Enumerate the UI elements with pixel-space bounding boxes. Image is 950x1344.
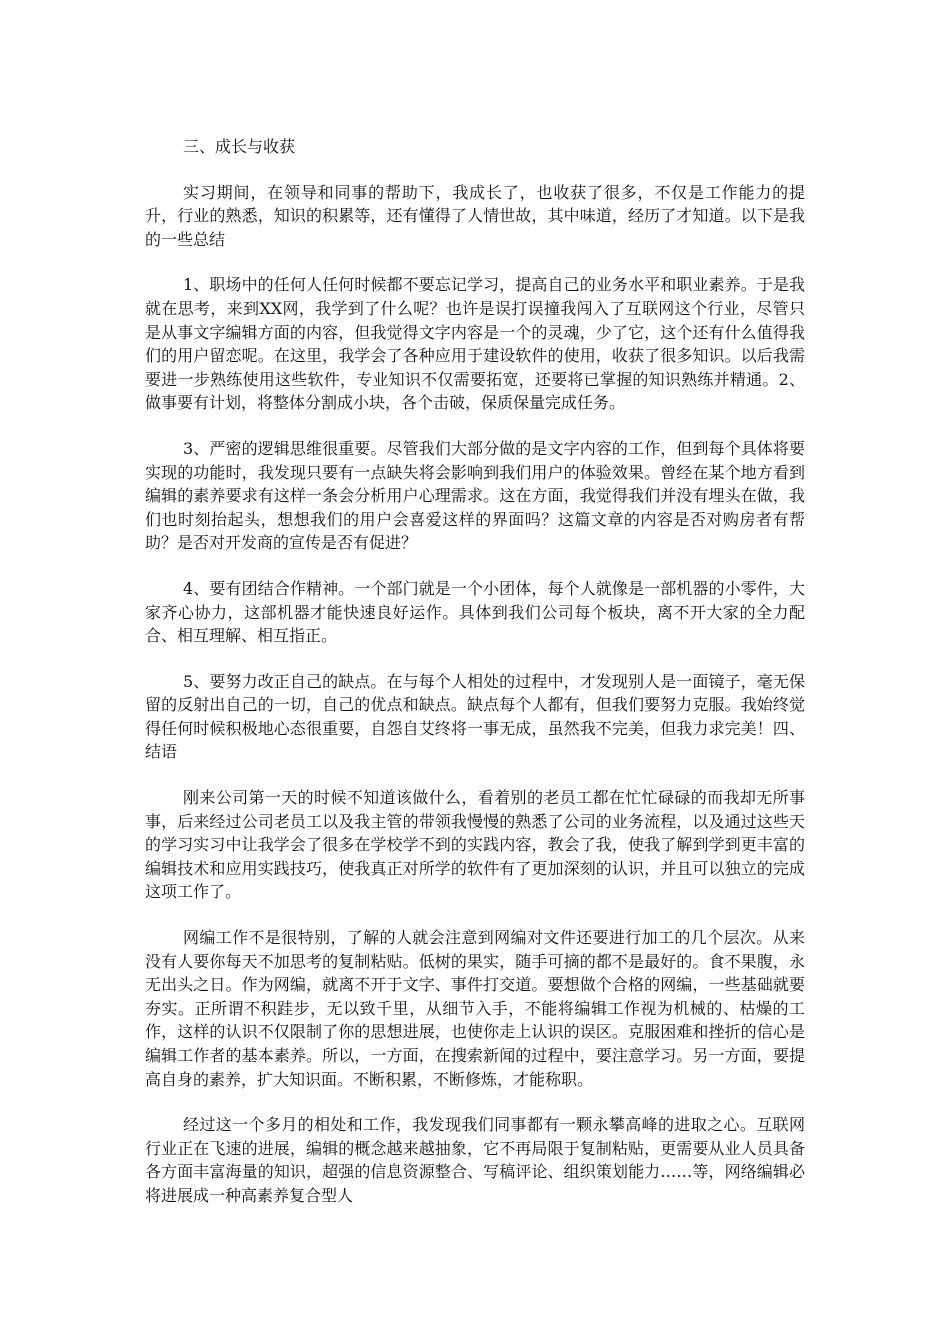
spacer: [145, 555, 805, 577]
paragraph-point-4: 4、要有团结合作精神。一个部门就是一个小团体，每个人就像是一部机器的小零件，大家齐心协力，这部机器才能快速良好运作。具体到我们公司每个板块，离不开大家的全力配合、相互理解、相互指正。: [145, 578, 805, 646]
paragraph-conclusion-3: 经过这一个多月的相处和工作，我发现我们同事都有一颗永攀高峰的进取之心。互联网行业正在飞速的进展，编辑的概念越来越抽象，它不再局限于复制粘贴，更需要从业人员具备各方面丰富海量的知识，超强的信息资源整合、写稿评论、组织策划能力……等，网络编辑必将进展成一种高素养复合型人: [145, 1115, 805, 1205]
spacer: [145, 251, 805, 273]
paragraph-point-5: 5、要努力改正自己的缺点。在与每个人相处的过程中，才发现别人是一面镜子，毫无保留的反射出自己的一切，自己的优点和缺点。缺点每个人都有，但我们要努力克服。我始终觉得任何时候积极地心态很重要，自怨自艾终将一事无成，虽然我不完美，但我力求完美！四、结语: [145, 671, 805, 762]
paragraph-conclusion-1: 刚来公司第一天的时候不知道该做什么，看着别的老员工都在忙忙碌碌的而我却无所事事，后来经过公司老员工以及我主管的带领我慢慢的熟悉了公司的业务流程，以及通过这些天的学习实习中让我学会了很多在学校学不到的实践内容，教会了我，使我了解到学到更丰富的编辑技术和应用实践技巧，使我真正对所学的软件有了更加深刻的认识，并且可以独立的完成这项工作了。: [145, 788, 805, 902]
paragraph-point-3: 3、严密的逻辑思维很重要。尽管我们大部分做的是文字内容的工作，但到每个具体将要实现的功能时，我发现只要有一点缺失将会影响到我们用户的体验效果。曾经在某个地方看到编辑的素养要求有这样一条会分析用户心理需求。这在方面，我觉得我们并没有埋头在做，我们也时刻抬起头，想想我们的用户会喜爱这样的界面吗？这篇文章的内容是否对购房者有帮助？是否对开发商的宣传是否有促进？: [145, 438, 805, 553]
spacer: [145, 764, 805, 786]
paragraph-conclusion-2: 网编工作不是很特别，了解的人就会注意到网编对文件还要进行加工的几个层次。从来没有人要你每天不加思考的复制粘贴。低树的果实，随手可摘的都不是最好的。食不果腹，永无出头之日。作为网编，就离不开于文字、事件打交道。要想做个合格的网编，一些基础就要夯实。正所谓不积跬步，无以致千里，从细节入手，不能将编辑工作视为机械的、枯燥的工作，这样的认识不仅限制了你的思想进展，也使你走上认识的误区。克服困难和挫折的信心是编辑工作者的基本素养。所以，一方面，在搜索新闻的过程中，要注意学习。另一方面，要提高自身的素养，扩大知识面。不断积累，不断修炼，才能称职。: [145, 928, 805, 1089]
section-heading: 三、成长与收获: [183, 137, 296, 156]
document-page: [145, 135, 805, 1208]
spacer: [145, 1091, 805, 1113]
spacer: [145, 904, 805, 926]
spacer: [145, 415, 805, 437]
spacer: [145, 159, 805, 181]
paragraph-intro: 实习期间，在领导和同事的帮助下，我成长了，也收获了很多，不仅是工作能力的提升，行业的熟悉，知识的积累等，还有懂得了人情世故，其中味道，经历了才知道。以下是我的一些总结: [145, 182, 805, 249]
paragraph-point-1: 1、职场中的任何人任何时候都不要忘记学习，提高自己的业务水平和职业素养。于是我就在思考，来到XX网，我学到了什么呢？也许是误打误撞我闯入了互联网这个行业，尽管只是从事文字编辑方面的内容，但我觉得文字内容是一个的灵魂，少了它，这个还有什么值得我们的用户留恋呢。在这里，我学会了各种应用于建设软件的使用，收获了很多知识。以后我需要进一步熟练使用这些软件，专业知识不仅需要拓宽，还要将已掌握的知识熟练并精通。2、做事要有计划，将整体分割成小块，各个击破，保质保量完成任务。: [145, 275, 805, 413]
spacer: [145, 648, 805, 670]
